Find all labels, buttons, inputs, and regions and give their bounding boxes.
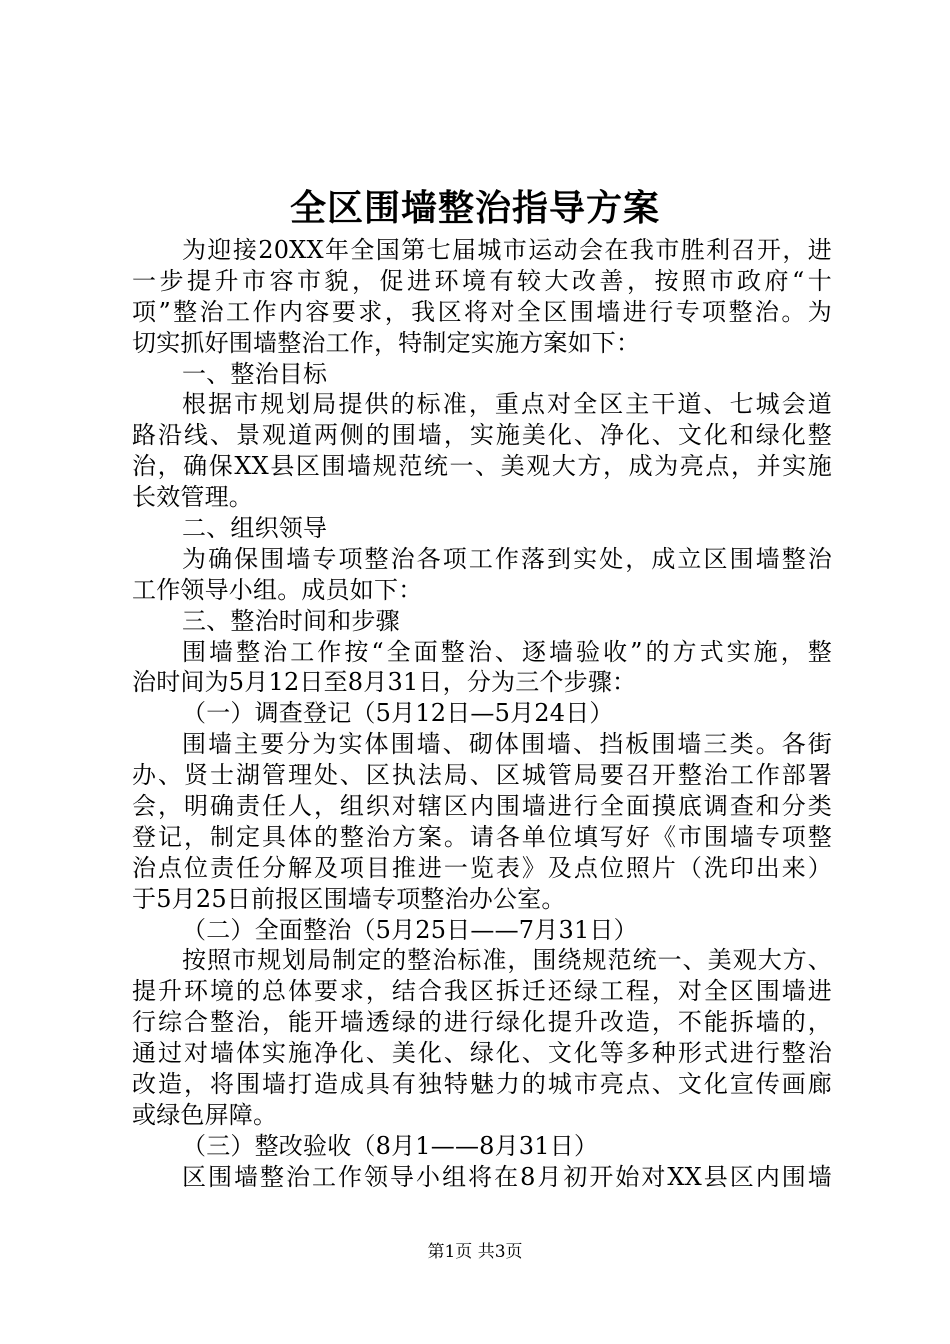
paragraph-line: 切实抓好围墙整治工作，特制定实施方案如下： — [132, 328, 641, 357]
paragraph-line: （一）调查登记（5月12日—5月24日） — [182, 699, 614, 728]
paragraph-line: 通过对墙体实施净化、美化、绿化、文化等多种形式进行整治 — [132, 1039, 832, 1068]
paragraph-line: （三）整改验收（8月1——8月31日） — [182, 1131, 599, 1160]
paragraph-line: 围墙整治工作按“全面整治、逐墙验收”的方式实施，整 — [182, 637, 832, 666]
paragraph-line: 三、整治时间和步骤 — [182, 606, 400, 635]
paragraph-line: 按照市规划局制定的整治标准，围绕规范统一、美观大方、 — [182, 946, 832, 975]
paragraph-line: 一步提升市容市貌，促进环境有较大改善，按照市政府“十 — [132, 266, 832, 295]
paragraph-line: 会，明确责任人，组织对辖区内围墙进行全面摸底调查和分类 — [132, 792, 832, 821]
paragraph-line: 根据市规划局提供的标准，重点对全区主干道、七城会道 — [182, 390, 832, 419]
paragraph-line: 区围墙整治工作领导小组将在8月初开始对XX县区内围墙 — [182, 1162, 832, 1191]
paragraph-line: 二、组织领导 — [182, 514, 328, 543]
paragraph-line: 工作领导小组。成员如下： — [132, 575, 423, 604]
paragraph-line: 登记，制定具体的整治方案。请各单位填写好《市围墙专项整 — [132, 822, 832, 851]
paragraph-line: 或绿色屏障。 — [132, 1100, 278, 1129]
document-body — [132, 235, 832, 1193]
paragraph-line: 路沿线、景观道两侧的围墙，实施美化、净化、文化和绿化整 — [132, 421, 832, 450]
paragraph-line: 治点位责任分解及项目推进一览表》及点位照片（洗印出来） — [132, 853, 832, 882]
paragraph-line: 改造，将围墙打造成具有独特魅力的城市亮点、文化宣传画廊 — [132, 1070, 832, 1099]
paragraph-line: （二）全面整治（5月25日——7月31日） — [182, 915, 638, 944]
page-footer: 第1页 共3页 — [427, 1242, 523, 1262]
paragraph-line: 提升环境的总体要求，结合我区拆迁还绿工程，对全区围墙进 — [132, 977, 832, 1006]
paragraph-line: 行综合整治，能开墙透绿的进行绿化提升改造，不能拆墙的， — [132, 1008, 832, 1037]
paragraph-line: 为迎接20XX年全国第七届城市运动会在我市胜利召开，进 — [182, 236, 832, 264]
paragraph-line: 围墙主要分为实体围墙、砌体围墙、挡板围墙三类。各街 — [182, 730, 832, 759]
paragraph-line: 项”整治工作内容要求，我区将对全区围墙进行专项整治。为 — [132, 297, 832, 326]
document-title: 全区围墙整治指导方案 — [289, 187, 660, 229]
paragraph-line: 治时间为5月12日至8月31日，分为三个步骤： — [132, 668, 637, 697]
paragraph-line: 为确保围墙专项整治各项工作落到实处，成立区围墙整治 — [182, 544, 832, 573]
paragraph-line: 办、贤士湖管理处、区执法局、区城管局要召开整治工作部署 — [132, 761, 832, 790]
paragraph-line: 治，确保XX县区围墙规范统一、美观大方，成为亮点，并实施 — [132, 452, 832, 481]
paragraph-line: 长效管理。 — [132, 483, 253, 512]
paragraph-line: 一、整治目标 — [182, 359, 328, 388]
paragraph-line: 于5月25日前报区围墙专项整治办公室。 — [132, 884, 566, 913]
